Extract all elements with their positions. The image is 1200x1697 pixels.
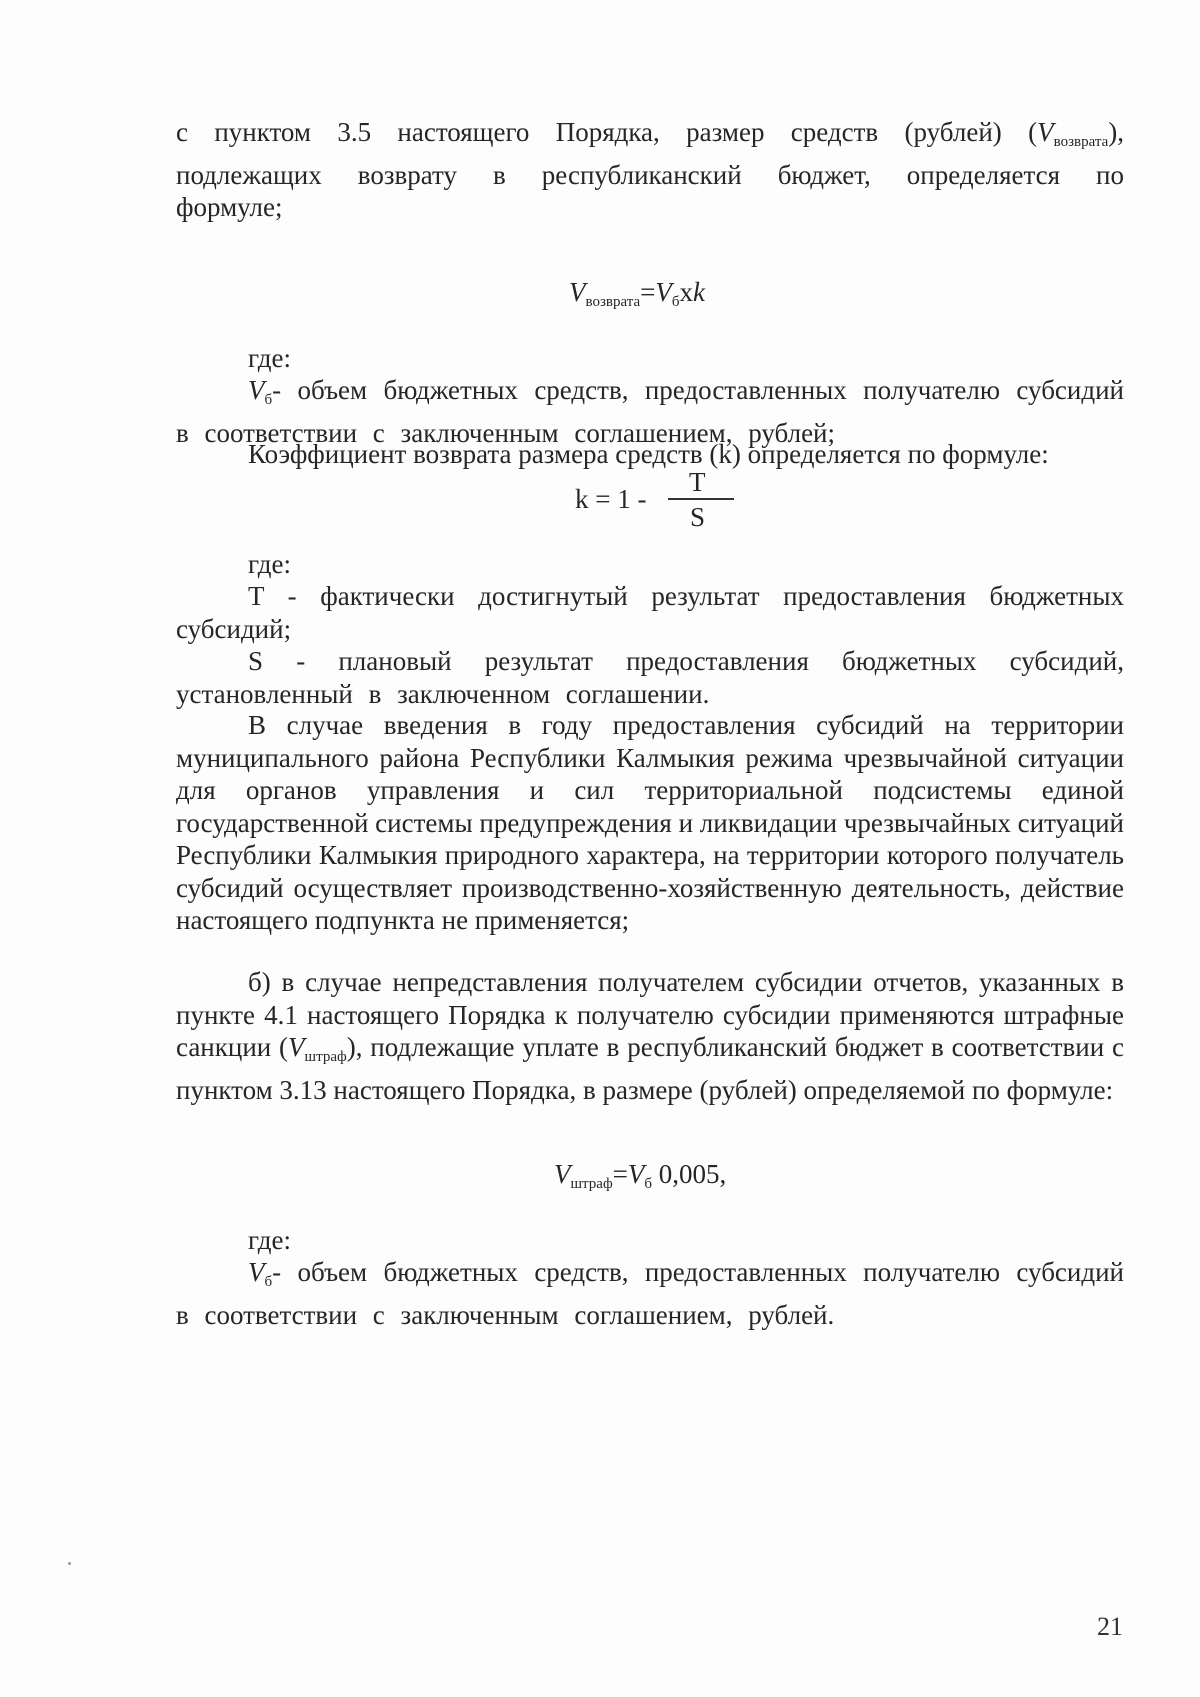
paragraph-planned-result: S - плановый результат предоставления бюджетных субсидий, установленный в заключенном соглашении.	[176, 646, 1124, 709]
variable-subscript: возврата	[1053, 134, 1109, 150]
variable-subscript: б	[264, 392, 273, 408]
paragraph-emergency: В случае введения в году предоставления субсидий на территории муниципального района Республики Калмыкия режима чрезвычайной ситуации для органов управления и сил территориальной подсистемы единой государственной системы предупреждения и ликвидации чрезвычайных ситуаций Республики Калмыкия природного характера, на территории которого получатель субсидий осуществляет производственно-хозяйственную деятельность, действие настоящего подпункта не применяется;	[176, 710, 1124, 935]
page-number: 21	[1097, 1612, 1123, 1641]
paragraph-return-amount	[176, 116, 1124, 224]
formula-coefficient: 0,005,	[652, 1159, 727, 1189]
variable-subscript: штраф	[304, 1049, 347, 1065]
variable-v: V	[248, 1257, 265, 1287]
paragraph-text: ), подлежащих возврату в республиканский бюджет, определяется по формуле;	[176, 117, 1124, 222]
formula-k-lhs: k = 1 -	[575, 484, 647, 514]
formula-var: V	[627, 1159, 645, 1189]
paragraph-text: ), подлежащие уплате в республиканский бюджет в соответствии с пунктом 3.13 настоящего Порядка, в размере (рублей) определяемой по формуле:	[176, 1032, 1124, 1105]
paragraph-coefficient: Коэффициент возврата размера средств (k) определяется по формуле:	[248, 439, 1049, 469]
formula-multiply: x	[679, 277, 694, 307]
formula-k-denominator: S	[690, 502, 706, 532]
variable-subscript: б	[264, 1274, 273, 1290]
variable-v: V	[1037, 117, 1054, 147]
paragraph-text: - объем бюджетных средств, предоставленных получателю субсидий в соответствии с заключенным соглашением, рублей.	[176, 1257, 1124, 1330]
formula-equals: =	[612, 1159, 628, 1189]
formula-var: V	[655, 277, 672, 307]
formula-equals: =	[640, 277, 656, 307]
paragraph-text: - объем бюджетных средств, предоставленных получателю субсидий в соответствии с заключенным соглашением, рублей;	[176, 375, 1124, 448]
paragraph-text: б) в случае непредставления получателем субсидии отчетов, указанных в пункте 4.1 настоящего Порядка к получателю субсидии применяются штрафные санкции (	[176, 967, 1124, 1062]
where-label: где:	[248, 1225, 291, 1255]
formula-subscript: возврата	[585, 294, 641, 310]
where-label: где:	[248, 549, 291, 579]
formula-penalty	[554, 1158, 726, 1200]
formula-subscript: штраф	[570, 1176, 613, 1192]
formula-var: V	[554, 1159, 571, 1189]
paragraph-actual-result: T - фактически достигнутый результат предоставления бюджетных субсидий;	[176, 581, 1124, 644]
formula-subscript: б	[644, 1176, 653, 1192]
formula-var: k	[693, 277, 706, 307]
formula-k-numerator: T	[689, 467, 706, 497]
variable-v: V	[248, 375, 265, 405]
variable-v: V	[288, 1032, 305, 1062]
paragraph-penalty	[176, 966, 1124, 1106]
paragraph-budget-volume-2	[176, 1256, 1124, 1331]
formula-var: V	[569, 277, 586, 307]
scan-speck	[68, 1562, 71, 1565]
paragraph-text: с пунктом 3.5 настоящего Порядка, размер средств (рублей) (	[176, 117, 1038, 147]
formula-subscript: б	[671, 294, 680, 310]
where-label: где:	[248, 343, 291, 373]
formula-return	[569, 276, 705, 318]
fraction-bar	[668, 498, 734, 500]
